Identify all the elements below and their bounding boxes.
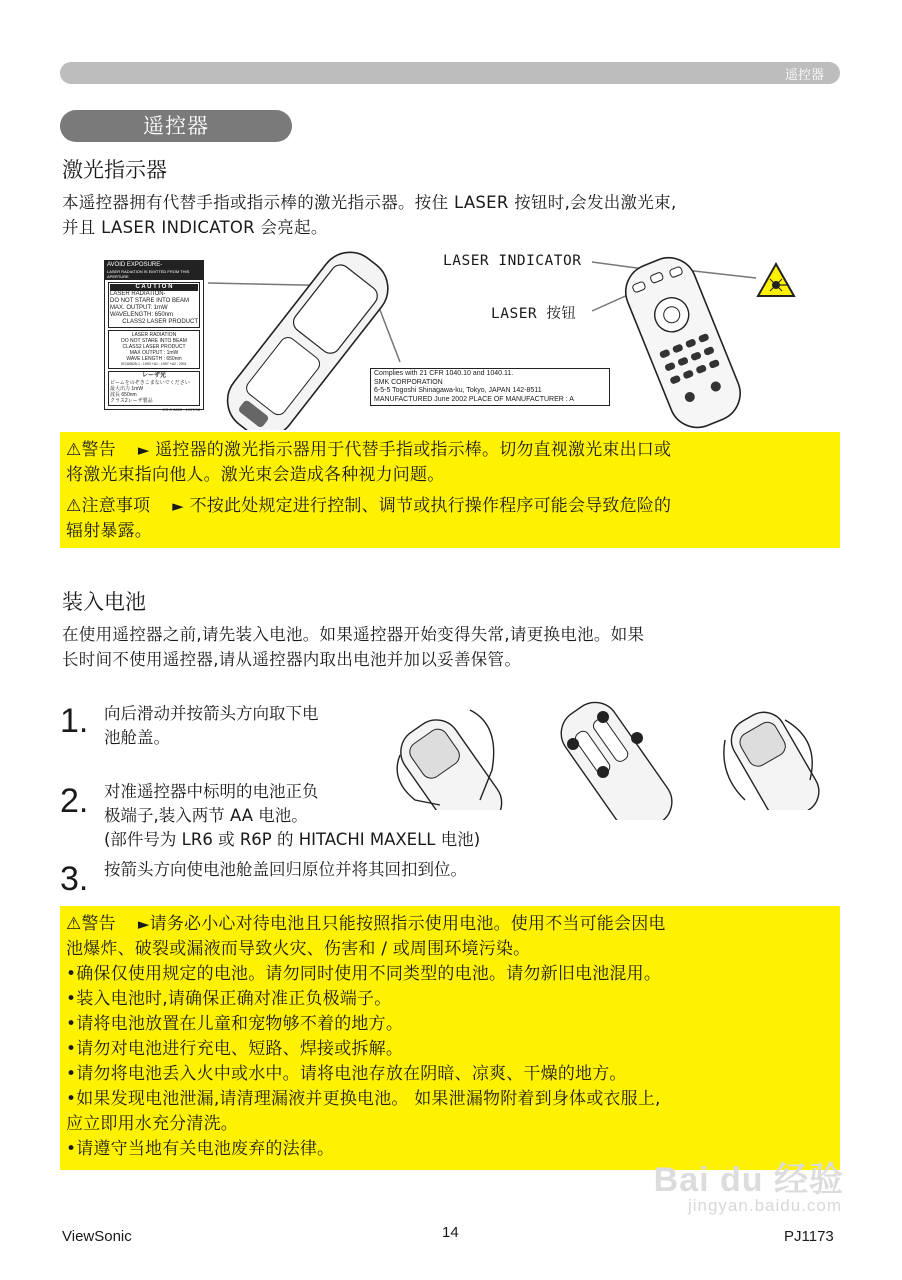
step-2-number: 2.: [60, 782, 89, 820]
caution-box-text: LASER RADIATION: [131, 332, 177, 338]
battery-bullet: •请遵守当地有关电池废弃的法律。: [66, 1139, 335, 1159]
watermark-logo: Bai du 经验: [653, 1161, 844, 1199]
laser-indicator-label: LASER INDICATOR: [443, 253, 582, 269]
step-2-line3: (部件号为 LR6 或 R6P 的 HITACHI MAXELL 电池): [104, 830, 481, 849]
caution-box-text: IEC60825-1 : 1993 +A1 : 1997 +A2 : 2001: [121, 362, 187, 366]
laser-warning-box: [60, 432, 840, 548]
battery-bullet: •确保仅使用规定的电池。请勿同时使用不同类型的电池。请勿新旧电池混用。: [66, 964, 662, 984]
battery-bullet: •请勿将电池丢入火中或水中。请将电池存放在阴暗、凉爽、干燥的地方。: [66, 1064, 627, 1084]
warning-icon: ⚠警告: [66, 914, 116, 934]
battery-para-line1: 在使用遥控器之前,请先装入电池。如果遥控器开始变得失常,请更换电池。如果: [62, 625, 645, 644]
battery-warning-box: [60, 906, 840, 1170]
arrow-icon: ►: [137, 915, 150, 933]
battery-heading: 装入电池: [62, 590, 146, 614]
caution-jp-text: 波長 650nm: [110, 392, 137, 398]
step-3-line1: 按箭头方向使电池舱盖回归原位并将其回扣到位。: [104, 860, 467, 879]
laser-heading: 激光指示器: [62, 158, 167, 182]
leader-line: [380, 310, 400, 362]
battery-para-line2: 长时间不使用遥控器,请从遥控器内取出电池并加以妥善保管。: [62, 650, 522, 669]
laser-para-line2: 并且 LASER INDICATOR 会亮起。: [62, 218, 328, 237]
caution-line2: LASER RADIATION IS EMITTED FROM THIS APERTURE: [107, 269, 190, 279]
step-1-line1: 向后滑动并按箭头方向取下电: [104, 704, 319, 723]
battery-bullet: •请勿对电池进行充电、短路、焊接或拆解。: [66, 1039, 404, 1059]
battery-warning-line2: 池爆炸、破裂或漏液而导致火灾、伤害和 / 或周围环境污染。: [66, 939, 531, 959]
laser-caution-line1: [66, 494, 671, 519]
caution-box-text: CLASS2 LASER PRODUCT: [122, 344, 186, 350]
caution-line1: AVOID EXPOSURE-: [107, 262, 163, 268]
laser-hazard-icon: [756, 262, 796, 298]
caution-text: CLASS2 LASER PRODUCT: [122, 319, 198, 325]
header-label: 遥控器: [784, 68, 824, 83]
compliance-label: [370, 368, 610, 406]
step-1-illustration: [380, 700, 520, 810]
laser-para-line1: 本遥控器拥有代替手指或指示棒的激光指示器。按住 LASER 按钮时,会发出激光束,: [62, 193, 677, 212]
caution-box-text: MAX OUTPUT : 1mW: [129, 350, 179, 356]
laser-warning-line1: [66, 438, 671, 463]
step-1-line2: 池舱盖。: [104, 728, 170, 747]
caution-title: C A U T I O N: [110, 284, 198, 291]
laser-warning-line2: 将激光束指向他人。激光束会造成各种视力问题。: [66, 465, 445, 485]
caution-jp-text: ビームをのぞきこまないでください: [110, 380, 190, 386]
footer-brand: ViewSonic: [62, 1228, 132, 1245]
battery-bullet: •如果发现电池泄漏,请清理漏液并更换电池。 如果泄漏物附着到身体或衣服上,: [66, 1089, 661, 1109]
compliance-line: SMK CORPORATION: [374, 378, 443, 386]
caution-jp-title: レーザ光: [141, 373, 166, 379]
battery-warning-text: 请务必小心对待电池且只能按照指示使用电池。使用不当可能会因电: [149, 914, 666, 934]
caution-text: DO NOT STARE INTO BEAM: [110, 298, 190, 304]
remote-front-illustration: [590, 250, 770, 430]
battery-bullet: 应立即用水充分清洗。: [66, 1114, 238, 1134]
caution-footer: JIS C 6802 : 1997/98: [162, 407, 200, 412]
warning-icon: ⚠警告: [66, 440, 116, 460]
caution-text: MAX. OUTPUT: 1mW: [110, 305, 168, 311]
battery-bullet: •装入电池时,请确保正确对准正负极端子。: [66, 989, 392, 1009]
arrow-icon: ►: [172, 497, 184, 515]
caution-jp-text: クラス2レーザ製品: [110, 398, 153, 404]
step-2-illustration: [545, 700, 675, 820]
compliance-line: Complies with 21 CFR 1040.10 and 1040.11.: [374, 370, 514, 377]
compliance-line: 6-5-5 Togoshi Shinagawa-ku, Tokyo, JAPAN 142-8511: [374, 387, 542, 394]
laser-caution-text: 不按此处规定进行控制、调节或执行操作程序可能会导致危险的: [189, 496, 672, 516]
step-1-number: 1.: [60, 702, 89, 740]
caution-icon: ⚠注意事项: [66, 496, 151, 516]
laser-caution-line2: 辐射暴露。: [66, 521, 152, 541]
section-title: 遥控器: [60, 110, 292, 142]
step-2-line1: 对准遥控器中标明的电池正负: [104, 782, 319, 801]
header-bar: [60, 62, 840, 84]
caution-box-text: WAVE LENGTH : 650nm: [126, 356, 182, 362]
battery-warning-line1: [66, 912, 666, 937]
laser-button-label: LASER 按钮: [491, 306, 577, 322]
page-number: 14: [442, 1224, 459, 1241]
caution-text: WAVELENGTH: 650nm: [110, 312, 174, 318]
caution-label: [104, 260, 204, 410]
arrow-icon: ►: [137, 441, 150, 459]
step-3-number: 3.: [60, 860, 89, 898]
step-2-line2: 极端子,装入两节 AA 电池。: [104, 806, 308, 825]
caution-text: LASER RADIATION-: [110, 291, 166, 297]
caution-jp-text: 最大出力 1mW: [110, 386, 144, 392]
battery-bullet: •请将电池放置在儿童和宠物够不着的地方。: [66, 1014, 404, 1034]
step-3-illustration: [715, 700, 825, 810]
laser-warning-text: 遥控器的激光指示器用于代替手指或指示棒。切勿直视激光束出口或: [155, 440, 672, 460]
compliance-line: MANUFACTURED June 2002 PLACE OF MANUFACTURER : A: [374, 395, 574, 403]
caution-box-text: DO NOT STARE INTO BEAM: [121, 338, 187, 344]
footer-model: PJ1173: [784, 1228, 834, 1245]
watermark-url: jingyan.baidu.com: [687, 1196, 842, 1215]
